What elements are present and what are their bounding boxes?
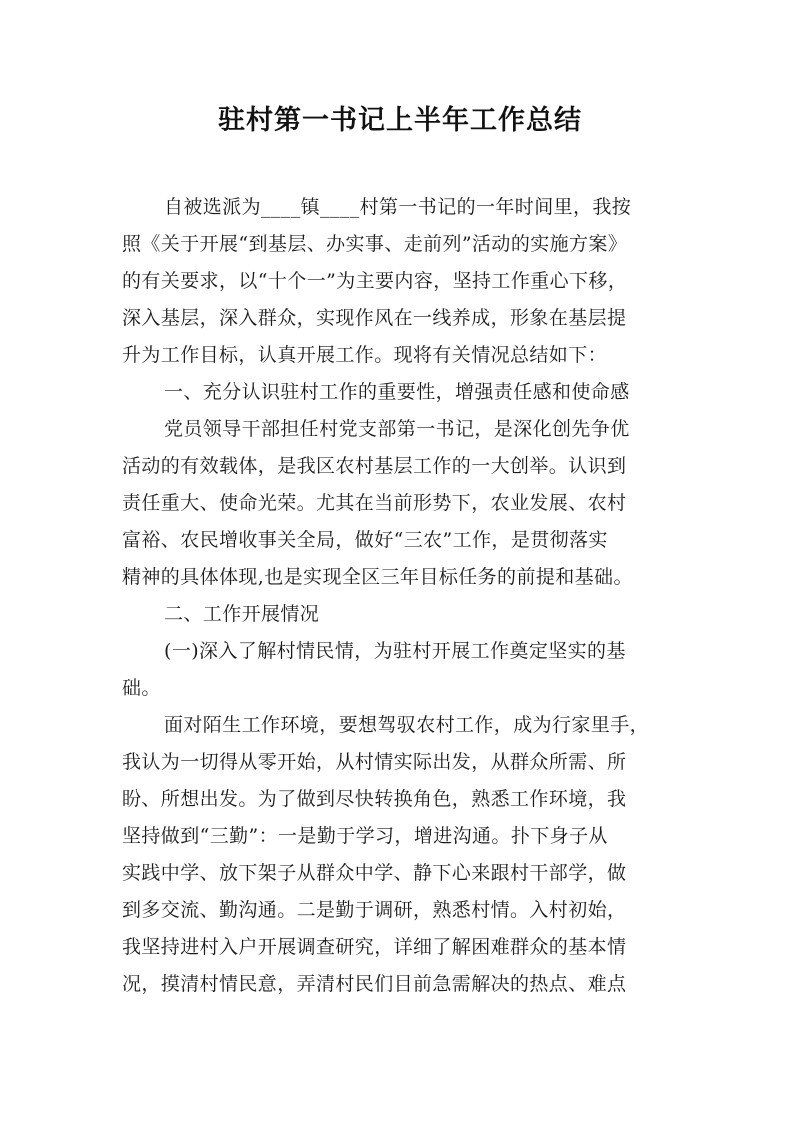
paragraph-line: 实践中学、放下架子从群众中学、静下心来跟村干部学，做: [122, 862, 627, 884]
paragraph-line: 到多交流、勤沟通。二是勤于调研，熟悉村情。入村初始，: [122, 899, 627, 921]
paragraph-line: 自被选派为____镇____村第一书记的一年时间里，我按: [164, 196, 632, 218]
paragraph-line: 盼、所想出发。为了做到尽快转换角色，熟悉工作环境，我: [122, 788, 627, 810]
paragraph-line: 坚持做到“三勤”：一是勤于学习，增进沟通。扑下身子从: [122, 825, 608, 847]
paragraph-line: 富裕、农民增收事关全局，做好“三农”工作，是贯彻落实: [122, 529, 608, 551]
document-title: 驻村第一书记上半年工作总结: [218, 105, 582, 136]
paragraph-line: 面对陌生工作环境，要想驾驭农村工作，成为行家里手，: [164, 714, 650, 736]
paragraph-line: 精神的具体体现,也是实现全区三年目标任务的前提和基础。: [122, 566, 633, 588]
subsection-heading: 础。: [122, 677, 161, 699]
section-heading: 一、充分认识驻村工作的重要性，增强责任感和使命感: [164, 381, 630, 403]
section-heading: 二、工作开展情况: [164, 603, 320, 625]
paragraph-line: 党员领导干部担任村党支部第一书记，是深化创先争优: [164, 418, 630, 440]
paragraph-line: 照《关于开展“到基层、办实事、走前列”活动的实施方案》: [122, 233, 628, 255]
paragraph-line: 升为工作目标，认真开展工作。现将有关情况总结如下：: [122, 344, 608, 366]
paragraph-line: 况，摸清村情民意，弄清村民们目前急需解决的热点、难点: [122, 973, 627, 995]
paragraph-line: 责任重大、使命光荣。尤其在当前形势下，农业发展、农村: [122, 492, 627, 514]
subsection-heading: (一)深入了解村情民情，为驻村开展工作奠定坚实的基: [164, 640, 626, 662]
paragraph-line: 活动的有效载体，是我区农村基层工作的一大创举。认识到: [122, 455, 627, 477]
paragraph-line: 的有关要求，以“十个一”为主要内容，坚持工作重心下移，: [122, 270, 628, 292]
paragraph-line: 深入基层，深入群众，实现作风在一线养成，形象在基层提: [122, 307, 627, 329]
paragraph-line: 我坚持进村入户开展调查研究，详细了解困难群众的基本情: [122, 936, 627, 958]
paragraph-line: 我认为一切得从零开始，从村情实际出发，从群众所需、所: [122, 751, 627, 773]
